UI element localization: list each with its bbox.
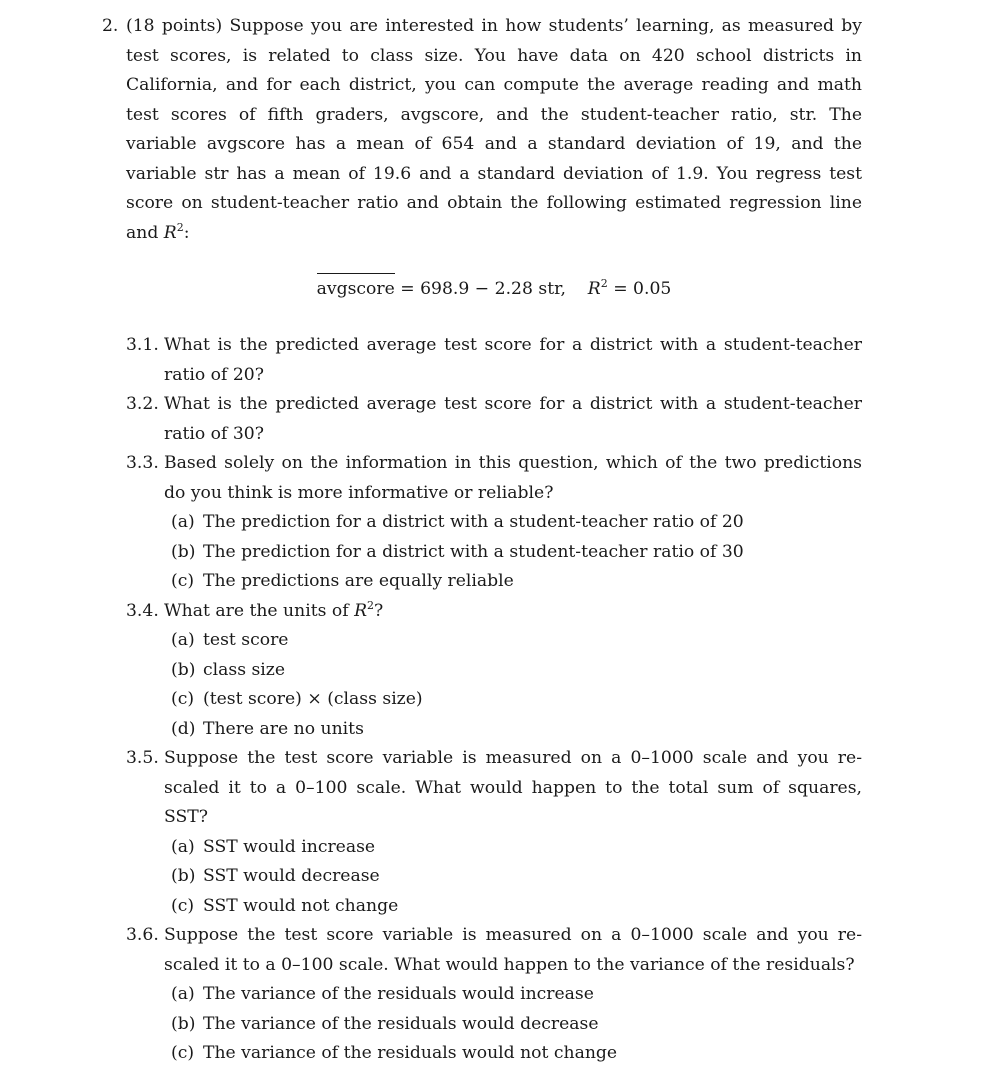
- option-text: The predictions are equally reliable: [203, 571, 514, 591]
- options-list: [171, 980, 862, 1069]
- option-text: The variance of the residuals would increase: [203, 984, 594, 1004]
- option-text: (test score) × (class size): [203, 689, 423, 709]
- options-list: [171, 626, 862, 744]
- option-text: There are no units: [203, 718, 364, 739]
- equation-lhs-text: avgscore: [316, 279, 395, 299]
- option-label: (a): [171, 984, 195, 1004]
- option-item: [171, 508, 862, 538]
- option-label: (b): [171, 541, 196, 562]
- option-item: [171, 685, 862, 715]
- options-list: [171, 833, 862, 922]
- equation-r-exponent: 2: [600, 277, 608, 290]
- option-item: [171, 656, 862, 686]
- subpart-text: What is the predicted average test score for a district with a student-teacher ratio of 20?: [164, 335, 862, 385]
- equation-r-symbol: R: [587, 279, 601, 299]
- subpart-number: 3.2.: [126, 394, 159, 414]
- intro-colon: :: [183, 222, 190, 243]
- option-item: [171, 1039, 862, 1069]
- option-label: (b): [171, 659, 196, 680]
- option-item: [171, 980, 862, 1010]
- option-label: (d): [171, 718, 196, 739]
- subpart-3-4: [126, 597, 862, 745]
- equation-rhs: = 698.9 − 2.28 str,: [394, 279, 566, 299]
- question-text: [126, 12, 862, 248]
- subpart-3-3: [126, 449, 862, 597]
- r-squared-symbol: R: [163, 222, 177, 243]
- subpart-number: 3.1.: [126, 335, 159, 355]
- r-squared-exponent: 2: [176, 220, 184, 234]
- option-item: [171, 567, 862, 597]
- option-text: The variance of the residuals would not change: [203, 1043, 618, 1063]
- option-item: [171, 892, 862, 922]
- options-list: [171, 508, 862, 597]
- option-text: The prediction for a district with a student-teacher ratio of 20: [203, 512, 744, 532]
- option-label: (a): [171, 512, 195, 532]
- subpart-text: Suppose the test score variable is measured on a 0–1000 scale and you re-scaled it to a 0–100 scale. What would happen to the total sum of squares, SST?: [164, 748, 862, 827]
- option-text: SST would decrease: [203, 866, 380, 886]
- subpart-body: [164, 331, 862, 390]
- subpart-text: Suppose the test score variable is measured on a 0–1000 scale and you re-scaled it to a 0–100 scale. What would happen to the variance of the residuals?: [164, 925, 862, 975]
- option-label: (b): [171, 866, 196, 886]
- subpart-text: What is the predicted average test score for a district with a student-teacher ratio of 30?: [164, 394, 862, 444]
- subpart-body: [164, 921, 862, 1069]
- option-label: (c): [171, 1043, 195, 1063]
- option-label: (a): [171, 630, 195, 650]
- subparts-list: [126, 331, 862, 1069]
- regression-equation: [126, 275, 862, 304]
- subpart-3-6: [126, 921, 862, 1069]
- equation-lhs: [317, 275, 395, 304]
- r-squared-exponent: 2: [367, 598, 375, 612]
- subpart-3-1: [126, 331, 862, 390]
- option-item: [171, 715, 862, 745]
- subpart-number: 3.5.: [126, 748, 159, 768]
- subpart-body: [164, 744, 862, 921]
- option-label: (c): [171, 895, 195, 916]
- option-label: (b): [171, 1013, 196, 1034]
- subpart-body: [164, 597, 862, 745]
- option-item: [171, 626, 862, 656]
- hat-accent: [317, 273, 395, 279]
- subpart-body: [164, 390, 862, 449]
- option-text: SST would not change: [203, 895, 399, 916]
- equation-r-value: = 0.05: [607, 279, 672, 299]
- subpart-3-5: [126, 744, 862, 921]
- subpart-body: [164, 449, 862, 597]
- subpart-number: 3.6.: [126, 925, 159, 945]
- question-intro-text: (18 points) Suppose you are interested in how students’ learning, as measured by test scores, is related to class size. You have data on 420 school districts in California, and for each district, you can compute the average reading and math test scores of fifth graders, avgscore, and the student-teacher ratio, str. The variable avgscore has a mean of 654 and a standard deviation of 19, and the variable str has a mean of 19.6 and a standard deviation of 1.9. You regress test score on student-teacher ratio and obtain the following estimated regression line and: [126, 16, 862, 243]
- option-item: [171, 833, 862, 863]
- question-intro: [102, 12, 862, 248]
- question-number: 2.: [102, 16, 119, 36]
- subpart-text: [164, 597, 862, 627]
- option-text: test score: [203, 630, 289, 650]
- option-text: SST would increase: [203, 836, 376, 857]
- option-item: [171, 538, 862, 568]
- subpart-text-pre: What are the units of: [164, 600, 355, 621]
- r-squared-symbol: R: [354, 600, 368, 621]
- subpart-text: Based solely on the information in this question, which of the two predictions do you think is more informative or reliable?: [164, 453, 862, 503]
- option-text: The variance of the residuals would decrease: [203, 1013, 599, 1034]
- subpart-3-2: [126, 390, 862, 449]
- option-label: (c): [171, 571, 195, 591]
- subpart-number: 3.3.: [126, 453, 159, 473]
- question-2: [102, 12, 862, 1069]
- option-text: class size: [203, 659, 286, 680]
- subpart-number: 3.4.: [126, 600, 159, 621]
- subpart-text-post: ?: [374, 600, 384, 621]
- option-label: (c): [171, 689, 195, 709]
- option-item: [171, 862, 862, 892]
- option-text: The prediction for a district with a student-teacher ratio of 30: [203, 541, 744, 562]
- option-item: [171, 1010, 862, 1040]
- option-label: (a): [171, 836, 195, 857]
